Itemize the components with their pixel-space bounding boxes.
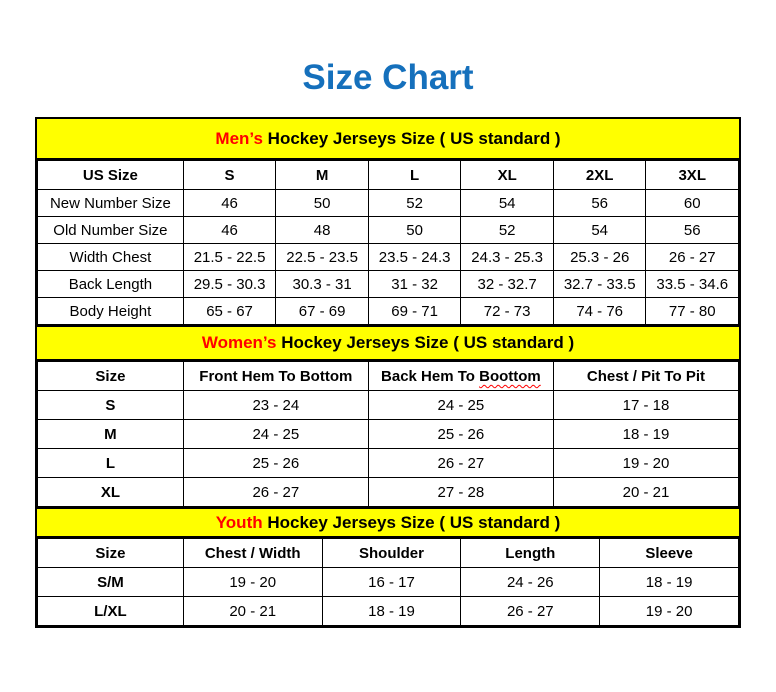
value-cell: 18 - 19 [553,420,738,449]
size-table-mens [37,160,739,325]
column-header-cell: Size [38,362,184,391]
size-chart [35,117,741,628]
section-banner-youth [37,507,739,538]
value-cell: 60 [646,190,739,217]
header-row [38,161,739,190]
value-cell: 26 - 27 [646,244,739,271]
column-header-cell: Chest / Pit To Pit [553,362,738,391]
column-header-cell: Sleeve [600,539,739,568]
column-header-cell: Back Hem To Boottom [368,362,553,391]
table-row [38,391,739,420]
value-cell: 20 - 21 [553,478,738,507]
table-row [38,420,739,449]
value-cell: 20 - 21 [183,597,322,626]
value-cell: 56 [553,190,646,217]
value-cell: 72 - 73 [461,298,554,325]
value-cell: 18 - 19 [600,568,739,597]
column-header-cell: L [368,161,461,190]
value-cell: 46 [183,217,276,244]
section-youth [37,507,739,626]
size-table-womens [37,361,739,507]
row-label-cell: Body Height [38,298,184,325]
row-label-cell: Width Chest [38,244,184,271]
row-label-cell: XL [38,478,184,507]
column-header-cell: Front Hem To Bottom [183,362,368,391]
column-header-cell: Length [461,539,600,568]
table-row [38,478,739,507]
value-cell: 54 [553,217,646,244]
value-cell: 19 - 20 [553,449,738,478]
value-cell: 56 [646,217,739,244]
value-cell: 25.3 - 26 [553,244,646,271]
value-cell: 24 - 25 [368,391,553,420]
value-cell: 26 - 27 [461,597,600,626]
value-cell: 18 - 19 [322,597,461,626]
column-header-cell: 2XL [553,161,646,190]
row-label-cell: S [38,391,184,420]
column-header-cell: US Size [38,161,184,190]
misspelled-word: Boottom [479,367,541,385]
value-cell: 26 - 27 [183,478,368,507]
column-header-cell: Chest / Width [183,539,322,568]
table-row [38,298,739,325]
womens-table-host [37,361,739,507]
table-row [38,271,739,298]
value-cell: 50 [276,190,369,217]
size-table-youth [37,538,739,626]
row-label-cell: S/M [38,568,184,597]
value-cell: 32 - 32.7 [461,271,554,298]
table-row [38,244,739,271]
section-womens [37,325,739,507]
value-cell: 19 - 20 [183,568,322,597]
section-mens [37,119,739,325]
banner-highlight-text: Youth [215,513,263,533]
value-cell: 27 - 28 [368,478,553,507]
value-cell: 23.5 - 24.3 [368,244,461,271]
value-cell: 69 - 71 [368,298,461,325]
header-row [38,539,739,568]
banner-rest-text: Hockey Jerseys Size ( US standard ) [262,129,561,149]
column-header-cell: Shoulder [322,539,461,568]
value-cell: 48 [276,217,369,244]
mens-table-host [37,160,739,325]
table-row [38,597,739,626]
value-cell: 24 - 25 [183,420,368,449]
value-cell: 50 [368,217,461,244]
value-cell: 19 - 20 [600,597,739,626]
row-label-cell: New Number Size [38,190,184,217]
banner-rest-text: Hockey Jerseys Size ( US standard ) [262,513,561,533]
value-cell: 21.5 - 22.5 [183,244,276,271]
section-banner-womens [37,325,739,361]
row-label-cell: Back Length [38,271,184,298]
value-cell: 26 - 27 [368,449,553,478]
section-banner-mens [37,119,739,160]
row-label-cell: Old Number Size [38,217,184,244]
row-label-cell: L [38,449,184,478]
value-cell: 31 - 32 [368,271,461,298]
table-row [38,217,739,244]
youth-table-host [37,538,739,626]
value-cell: 23 - 24 [183,391,368,420]
value-cell: 46 [183,190,276,217]
value-cell: 16 - 17 [322,568,461,597]
value-cell: 65 - 67 [183,298,276,325]
value-cell: 25 - 26 [183,449,368,478]
value-cell: 17 - 18 [553,391,738,420]
value-cell: 54 [461,190,554,217]
header-row [38,362,739,391]
column-header-cell: M [276,161,369,190]
banner-highlight-text: Men’s [215,129,263,149]
value-cell: 25 - 26 [368,420,553,449]
value-cell: 24.3 - 25.3 [461,244,554,271]
value-cell: 52 [461,217,554,244]
table-row [38,190,739,217]
value-cell: 52 [368,190,461,217]
page-title: Size Chart [302,58,474,97]
value-cell: 22.5 - 23.5 [276,244,369,271]
value-cell: 67 - 69 [276,298,369,325]
banner-rest-text: Hockey Jerseys Size ( US standard ) [276,333,575,353]
column-header-cell: Size [38,539,184,568]
row-label-cell: M [38,420,184,449]
column-header-cell: 3XL [646,161,739,190]
value-cell: 33.5 - 34.6 [646,271,739,298]
value-cell: 30.3 - 31 [276,271,369,298]
column-header-cell: S [183,161,276,190]
table-row [38,568,739,597]
value-cell: 77 - 80 [646,298,739,325]
value-cell: 24 - 26 [461,568,600,597]
value-cell: 32.7 - 33.5 [553,271,646,298]
column-header-cell: XL [461,161,554,190]
banner-highlight-text: Women’s [201,333,277,353]
table-row [38,449,739,478]
value-cell: 74 - 76 [553,298,646,325]
row-label-cell: L/XL [38,597,184,626]
value-cell: 29.5 - 30.3 [183,271,276,298]
